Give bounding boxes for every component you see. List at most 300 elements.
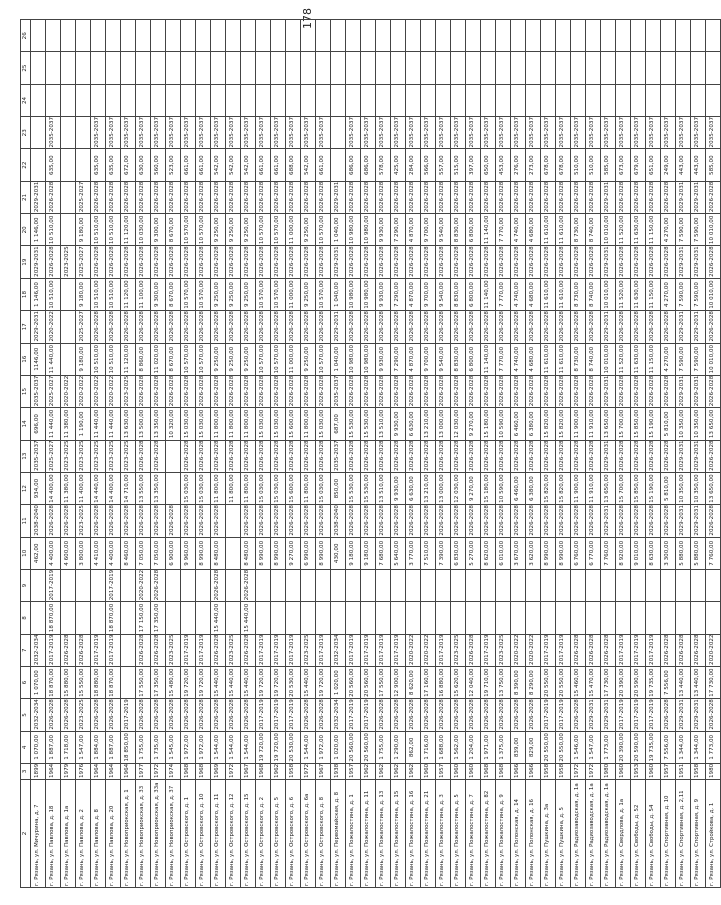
table-cell: 19 710,00 xyxy=(481,666,496,698)
table-cell: 12 900,00 xyxy=(391,666,406,698)
table-cell: 18 870,00 xyxy=(46,602,61,634)
table-cell: 19 720,00 xyxy=(256,731,271,763)
table-cell: 2029-2031 xyxy=(676,699,691,731)
table-cell: 2026-2028 xyxy=(421,375,436,407)
table-cell: 6 010,00 xyxy=(496,537,511,569)
table-cell: 1958 xyxy=(691,764,706,780)
table-cell xyxy=(436,52,451,84)
table-cell: 2026-2028 xyxy=(526,246,541,278)
table-cell xyxy=(646,84,661,116)
table-cell: 8 620,00 xyxy=(481,537,496,569)
table-cell: 17 730,00 xyxy=(706,666,721,698)
table-cell: 2029-2031 xyxy=(676,311,691,343)
table-cell: 4 740,00 xyxy=(511,343,526,375)
table-cell: 2026-2028 xyxy=(586,311,601,343)
table-cell: 2026-2028 xyxy=(196,440,211,472)
table-cell: 13 510,00 xyxy=(376,408,391,440)
table-cell: 2026-2028 xyxy=(466,634,481,666)
table-cell: 3 620,00 xyxy=(526,537,541,569)
table-cell: 20 560,00 xyxy=(346,666,361,698)
table-row xyxy=(241,20,256,888)
table-cell: 8 670,00 xyxy=(166,278,181,310)
table-cell: 19 720,00 xyxy=(316,666,331,698)
table-cell: 2029-2031 xyxy=(691,440,706,472)
table-cell xyxy=(331,52,346,84)
table-cell: 2020-2022 xyxy=(421,634,436,666)
address-cell: г. Рязань, ул. Пожалостина, д. 1 xyxy=(346,780,361,888)
table-cell: 7 770,00 xyxy=(496,343,511,375)
table-cell: 542,00 xyxy=(241,149,256,181)
table-cell xyxy=(361,84,376,116)
table-cell: 8 860,00 xyxy=(136,343,151,375)
address-cell: г. Рязань, ул. Спортивная, д. 10 xyxy=(661,780,676,888)
table-cell: 10 010,00 xyxy=(706,214,721,246)
table-cell: 686,00 xyxy=(361,149,376,181)
column-header: 4 xyxy=(21,731,31,763)
table-cell xyxy=(256,602,271,634)
table-cell: 2017-2019 xyxy=(631,634,646,666)
table-cell: 2026-2028 xyxy=(406,505,421,537)
table-cell: 5 640,00 xyxy=(391,537,406,569)
table-cell xyxy=(646,52,661,84)
table-cell: 6 990,00 xyxy=(301,537,316,569)
column-header: 16 xyxy=(21,343,31,375)
table-cell: 9 700,00 xyxy=(421,214,436,246)
table-cell xyxy=(676,84,691,116)
table-cell: 18 870,00 xyxy=(106,602,121,634)
table-cell: 1 773,00 xyxy=(601,731,616,763)
table-cell: 11 900,00 xyxy=(571,408,586,440)
table-cell: 2026-2028 xyxy=(436,699,451,731)
table-cell: 2020-2022 xyxy=(406,634,421,666)
table-cell: 5 270,00 xyxy=(466,537,481,569)
table-cell: 17 550,00 xyxy=(376,666,391,698)
table-cell: 8 730,00 xyxy=(571,343,586,375)
table-cell: 2026-2028 xyxy=(376,311,391,343)
table-cell: 15 480,00 xyxy=(166,666,181,698)
table-cell: 17 160,00 xyxy=(421,666,436,698)
table-cell: 2035-2037 xyxy=(406,117,421,149)
table-row xyxy=(301,20,316,888)
table-cell: 15 820,00 xyxy=(556,472,571,504)
table-cell: 11 440,00 xyxy=(91,408,106,440)
table-cell: 1979 xyxy=(61,764,76,780)
table-cell: 2026-2028 xyxy=(526,181,541,213)
table-cell: 9 540,00 xyxy=(436,343,451,375)
table-cell: 2026-2028 xyxy=(601,634,616,666)
table-cell: 2026-2028 xyxy=(511,181,526,213)
table-cell: 650,00 xyxy=(481,149,496,181)
table-cell xyxy=(61,20,76,52)
table-cell: 839,00 xyxy=(511,731,526,763)
table-cell: 2026-2028 xyxy=(661,505,676,537)
table-cell: 2017-2019 xyxy=(556,699,571,731)
address-cell: г. Рязань, ул. Павлова, д. 20 xyxy=(106,780,121,888)
table-cell: 2026-2028 xyxy=(196,699,211,731)
table-cell: 1 020,00 xyxy=(331,666,346,698)
table-cell: 1 972,00 xyxy=(181,731,196,763)
table-cell: 2026-2028 xyxy=(466,440,481,472)
table-cell: 16 880,00 xyxy=(436,666,451,698)
table-cell: 2026-2028 xyxy=(211,699,226,731)
table-cell: 2026-2028 xyxy=(391,375,406,407)
table-cell: 2026-2028 xyxy=(661,375,676,407)
table-cell: 7 760,00 xyxy=(601,537,616,569)
table-cell: 1958 xyxy=(541,764,556,780)
table-cell: 2026-2028 xyxy=(346,311,361,343)
table-cell: 2026-2028 xyxy=(301,181,316,213)
table-cell: 18 880,00 xyxy=(91,666,106,698)
table-cell: 11 120,00 xyxy=(121,214,136,246)
table-cell xyxy=(61,117,76,149)
table-cell: 9 270,00 xyxy=(466,472,481,504)
table-cell: 8 990,00 xyxy=(256,537,271,569)
table-cell: 10 510,00 xyxy=(91,343,106,375)
table-cell xyxy=(571,52,586,84)
table-cell: 11 440,00 xyxy=(106,408,121,440)
table-cell xyxy=(271,20,286,52)
table-cell: 9 250,00 xyxy=(211,278,226,310)
table-cell xyxy=(31,117,46,149)
table-cell: 10 570,00 xyxy=(181,278,196,310)
table-cell: 1 547,00 xyxy=(76,731,91,763)
table-row xyxy=(346,20,361,888)
table-cell: 15 550,00 xyxy=(76,666,91,698)
table-cell: 2026-2028 xyxy=(61,505,76,537)
table-cell: 2026-2028 xyxy=(631,375,646,407)
table-cell: 15 530,00 xyxy=(361,408,376,440)
table-cell: 2026-2028 xyxy=(571,311,586,343)
table-cell: 2026-2028 xyxy=(406,440,421,472)
table-cell: 443,00 xyxy=(691,149,706,181)
table-cell xyxy=(631,84,646,116)
table-cell xyxy=(316,602,331,634)
table-cell xyxy=(226,52,241,84)
table-cell xyxy=(331,84,346,116)
table-cell: 19 720,00 xyxy=(256,666,271,698)
table-cell: 2026-2028 xyxy=(526,505,541,537)
table-cell: 2023-2025 xyxy=(121,440,136,472)
table-cell: 2020-2022 xyxy=(76,375,91,407)
table-cell: 2017-2019 xyxy=(181,634,196,666)
table-row xyxy=(631,20,646,888)
table-cell: 1 735,00 xyxy=(151,731,166,763)
table-cell: 2026-2028 xyxy=(256,440,271,472)
table-cell: 1938 xyxy=(331,764,346,780)
table-cell xyxy=(436,602,451,634)
table-cell: 2026-2028 xyxy=(706,375,721,407)
table-cell: 2026-2028 xyxy=(436,181,451,213)
table-cell: 1 971,00 xyxy=(481,731,496,763)
table-row xyxy=(316,20,331,888)
table-row xyxy=(706,20,721,888)
table-cell: 2026-2028 xyxy=(46,505,61,537)
table-cell: 453,00 xyxy=(496,149,511,181)
table-cell: 850,00 xyxy=(331,472,346,504)
table-cell: 510,00 xyxy=(586,149,601,181)
table-cell: 2020-2022 xyxy=(136,569,151,601)
table-cell: 2026-2028 xyxy=(406,375,421,407)
table-cell: 430,00 xyxy=(331,537,346,569)
table-cell: 2026-2028 xyxy=(226,181,241,213)
table-cell xyxy=(406,569,421,601)
table-cell xyxy=(226,20,241,52)
table-cell: 2026-2028 xyxy=(496,440,511,472)
table-cell: 2017-2019 xyxy=(106,569,121,601)
table-cell: 9 180,00 xyxy=(76,214,91,246)
table-cell xyxy=(571,569,586,601)
table-cell: 523,00 xyxy=(166,149,181,181)
table-cell: 15 030,00 xyxy=(181,408,196,440)
table-row xyxy=(496,20,511,888)
table-cell: 2032-2034 xyxy=(31,699,46,731)
table-cell: 2026-2028 xyxy=(151,246,166,278)
address-cell: г. Рязань, ул. Новоприокская, д. 37 xyxy=(166,780,181,888)
table-cell: 10 590,00 xyxy=(496,408,511,440)
address-cell: г. Рязань, ул. Островского, д. 8 xyxy=(316,780,331,888)
table-cell: 9 540,00 xyxy=(436,278,451,310)
table-cell: 4 740,00 xyxy=(511,214,526,246)
table-cell: 9 010,00 xyxy=(631,537,646,569)
table-cell: 2026-2028 xyxy=(421,181,436,213)
table-cell xyxy=(241,84,256,116)
table-cell: 9 250,00 xyxy=(241,343,256,375)
table-cell: 2017-2019 xyxy=(286,634,301,666)
rotated-table-wrapper xyxy=(20,30,716,888)
table-cell: 2026-2028 xyxy=(136,699,151,731)
table-cell: 2026-2028 xyxy=(181,375,196,407)
table-cell xyxy=(256,20,271,52)
table-cell: 15 030,00 xyxy=(196,408,211,440)
table-row xyxy=(571,20,586,888)
table-cell: 11 440,00 xyxy=(46,343,61,375)
table-cell: 2026-2028 xyxy=(91,181,106,213)
table-row xyxy=(211,20,226,888)
address-cell: г. Рязань, ул. Пожалостина, д. 21 xyxy=(421,780,436,888)
table-cell xyxy=(391,84,406,116)
table-cell: 2035-2037 xyxy=(196,117,211,149)
table-row xyxy=(541,20,556,888)
table-cell: 2035-2037 xyxy=(121,117,136,149)
table-cell: 8 670,00 xyxy=(166,214,181,246)
table-cell: 2035-2037 xyxy=(151,117,166,149)
table-cell xyxy=(76,52,91,84)
table-cell xyxy=(496,602,511,634)
table-cell: 12 040,00 xyxy=(466,666,481,698)
table-cell: 14 440,00 xyxy=(91,472,106,504)
column-header: 5 xyxy=(21,699,31,731)
table-row xyxy=(31,20,46,888)
table-cell: 9 250,00 xyxy=(301,214,316,246)
table-cell: 1 546,00 xyxy=(571,731,586,763)
table-cell: 560,00 xyxy=(151,149,166,181)
table-cell: 9 700,00 xyxy=(421,278,436,310)
table-cell: 2026-2028 xyxy=(391,440,406,472)
table-cell: 10 570,00 xyxy=(271,343,286,375)
table-cell: 2026-2028 xyxy=(466,181,481,213)
table-cell: 10 010,00 xyxy=(706,343,721,375)
table-cell: 2026-2028 xyxy=(136,634,151,666)
table-cell: 9 250,00 xyxy=(226,214,241,246)
table-cell: 15 600,00 xyxy=(286,408,301,440)
table-cell: 10 980,00 xyxy=(361,278,376,310)
table-cell: 10 570,00 xyxy=(196,278,211,310)
table-cell: 2023-2025 xyxy=(76,440,91,472)
table-cell: 7 590,00 xyxy=(691,214,706,246)
table-cell: 2035-2037 xyxy=(571,117,586,149)
table-cell xyxy=(676,602,691,634)
table-cell: 2026-2028 xyxy=(466,505,481,537)
table-row xyxy=(376,20,391,888)
table-row xyxy=(601,20,616,888)
table-cell xyxy=(706,20,721,52)
table-cell: 4 870,00 xyxy=(406,214,421,246)
table-cell: 2026-2028 xyxy=(181,505,196,537)
table-cell xyxy=(391,20,406,52)
address-cell: г. Рязань, ул. Пожалостина, д. 5 xyxy=(451,780,466,888)
table-cell: 2026-2028 xyxy=(586,246,601,278)
table-cell: 425,00 xyxy=(391,149,406,181)
table-cell xyxy=(121,569,136,601)
table-cell: 1 544,00 xyxy=(226,731,241,763)
table-cell: 2035-2037 xyxy=(136,117,151,149)
table-cell: 3 300,00 xyxy=(661,537,676,569)
table-cell: 5 810,00 xyxy=(661,408,676,440)
table-cell: 2026-2028 xyxy=(481,181,496,213)
table-cell xyxy=(481,20,496,52)
table-cell: 4 680,00 xyxy=(526,214,541,246)
table-cell: 2020-2022 xyxy=(706,634,721,666)
table-cell: 2026-2028 xyxy=(451,505,466,537)
table-cell: 2026-2028 xyxy=(586,440,601,472)
table-cell: 2026-2028 xyxy=(661,699,676,731)
table-cell: 2026-2028 xyxy=(706,181,721,213)
table-cell: 2026-2028 xyxy=(76,634,91,666)
table-cell xyxy=(91,569,106,601)
column-header: 3 xyxy=(21,764,31,780)
table-cell: 15 820,00 xyxy=(541,472,556,504)
table-cell: 2017-2019 xyxy=(646,699,661,731)
table-cell: 2026-2028 xyxy=(556,246,571,278)
table-cell: 6 800,00 xyxy=(466,214,481,246)
table-cell: 15 030,00 xyxy=(271,408,286,440)
table-cell xyxy=(346,84,361,116)
table-cell: 13 500,00 xyxy=(136,408,151,440)
table-cell: 2026-2028 xyxy=(106,181,121,213)
table-cell: 2023-2025 xyxy=(61,246,76,278)
table-cell: 10 980,00 xyxy=(346,343,361,375)
table-cell: 10 570,00 xyxy=(271,214,286,246)
table-cell: 1 040,00 xyxy=(331,214,346,246)
table-cell: 10 570,00 xyxy=(316,214,331,246)
table-cell: 2035-2037 xyxy=(691,117,706,149)
table-cell xyxy=(211,20,226,52)
table-cell xyxy=(286,84,301,116)
table-cell: 2032-2034 xyxy=(331,634,346,666)
table-cell: 2035-2037 xyxy=(91,117,106,149)
table-cell: 9 250,00 xyxy=(211,343,226,375)
table-cell: 2017-2019 xyxy=(361,699,376,731)
table-cell xyxy=(76,602,91,634)
table-row xyxy=(91,20,106,888)
table-cell: 2017-2019 xyxy=(391,634,406,666)
table-cell: 10 980,00 xyxy=(361,214,376,246)
table-cell xyxy=(226,602,241,634)
table-cell: 2026-2028 xyxy=(511,699,526,731)
table-cell: 2029-2031 xyxy=(601,699,616,731)
table-cell xyxy=(421,84,436,116)
table-cell: 11 000,00 xyxy=(286,343,301,375)
table-cell: 20 560,00 xyxy=(361,666,376,698)
table-cell: 10 010,00 xyxy=(601,278,616,310)
table-cell: 2026-2028 xyxy=(571,634,586,666)
address-cell: г. Рязань, ул. Пожалостина, д. 7 xyxy=(466,780,481,888)
table-cell: 12 030,00 xyxy=(451,472,466,504)
table-cell: 2026-2028 xyxy=(391,246,406,278)
table-cell: 2035-2037 xyxy=(436,117,451,149)
table-cell: 2029-2031 xyxy=(601,246,616,278)
table-cell xyxy=(61,52,76,84)
table-cell: 2029-2031 xyxy=(691,699,706,731)
table-cell: 6 900,00 xyxy=(166,537,181,569)
table-cell: 3 770,00 xyxy=(406,537,421,569)
table-cell: 687,00 xyxy=(331,408,346,440)
table-cell xyxy=(136,20,151,52)
table-cell: 2026-2028 xyxy=(616,181,631,213)
table-cell: 1958 xyxy=(286,764,301,780)
table-cell: 2017-2019 xyxy=(631,699,646,731)
table-cell xyxy=(511,569,526,601)
address-cell: г. Рязань, ул. Павлова, д. 8 xyxy=(91,780,106,888)
table-cell: 2017-2019 xyxy=(91,634,106,666)
table-cell: 2026-2028 xyxy=(571,375,586,407)
table-cell: 15 820,00 xyxy=(541,408,556,440)
table-cell: 15 470,00 xyxy=(586,666,601,698)
table-cell: 2026-2028 xyxy=(571,699,586,731)
table-cell: 20 390,00 xyxy=(616,666,631,698)
table-cell: 13 440,00 xyxy=(676,666,691,698)
table-cell: 829,00 xyxy=(526,731,541,763)
table-cell: 11 000,00 xyxy=(286,214,301,246)
table-cell xyxy=(391,569,406,601)
table-cell: 2029-2031 xyxy=(691,181,706,213)
table-cell: 20 550,00 xyxy=(541,666,556,698)
table-cell: 15 030,00 xyxy=(256,408,271,440)
table-cell: 9 270,00 xyxy=(466,408,481,440)
table-cell: 5 880,00 xyxy=(691,537,706,569)
table-cell: 2035-2037 xyxy=(286,117,301,149)
table-cell: 19 735,00 xyxy=(646,731,661,763)
table-cell xyxy=(526,569,541,601)
table-cell: 8 390,00 xyxy=(511,666,526,698)
table-cell: 14 710,00 xyxy=(121,472,136,504)
table-cell xyxy=(541,84,556,116)
table-cell: 6 800,00 xyxy=(466,278,481,310)
table-cell: 2026-2028 xyxy=(421,505,436,537)
table-cell: 6 830,00 xyxy=(451,537,466,569)
table-cell xyxy=(76,20,91,52)
table-cell xyxy=(226,84,241,116)
table-cell xyxy=(151,52,166,84)
table-cell: 2026-2028 xyxy=(151,634,166,666)
table-cell: 2026-2028 xyxy=(421,440,436,472)
table-cell: 2029-2031 xyxy=(31,311,46,343)
table-cell: 6 800,00 xyxy=(466,343,481,375)
table-cell: 10 570,00 xyxy=(256,343,271,375)
table-cell: 2026-2028 xyxy=(586,181,601,213)
table-cell xyxy=(91,84,106,116)
table-cell: 688,00 xyxy=(286,149,301,181)
